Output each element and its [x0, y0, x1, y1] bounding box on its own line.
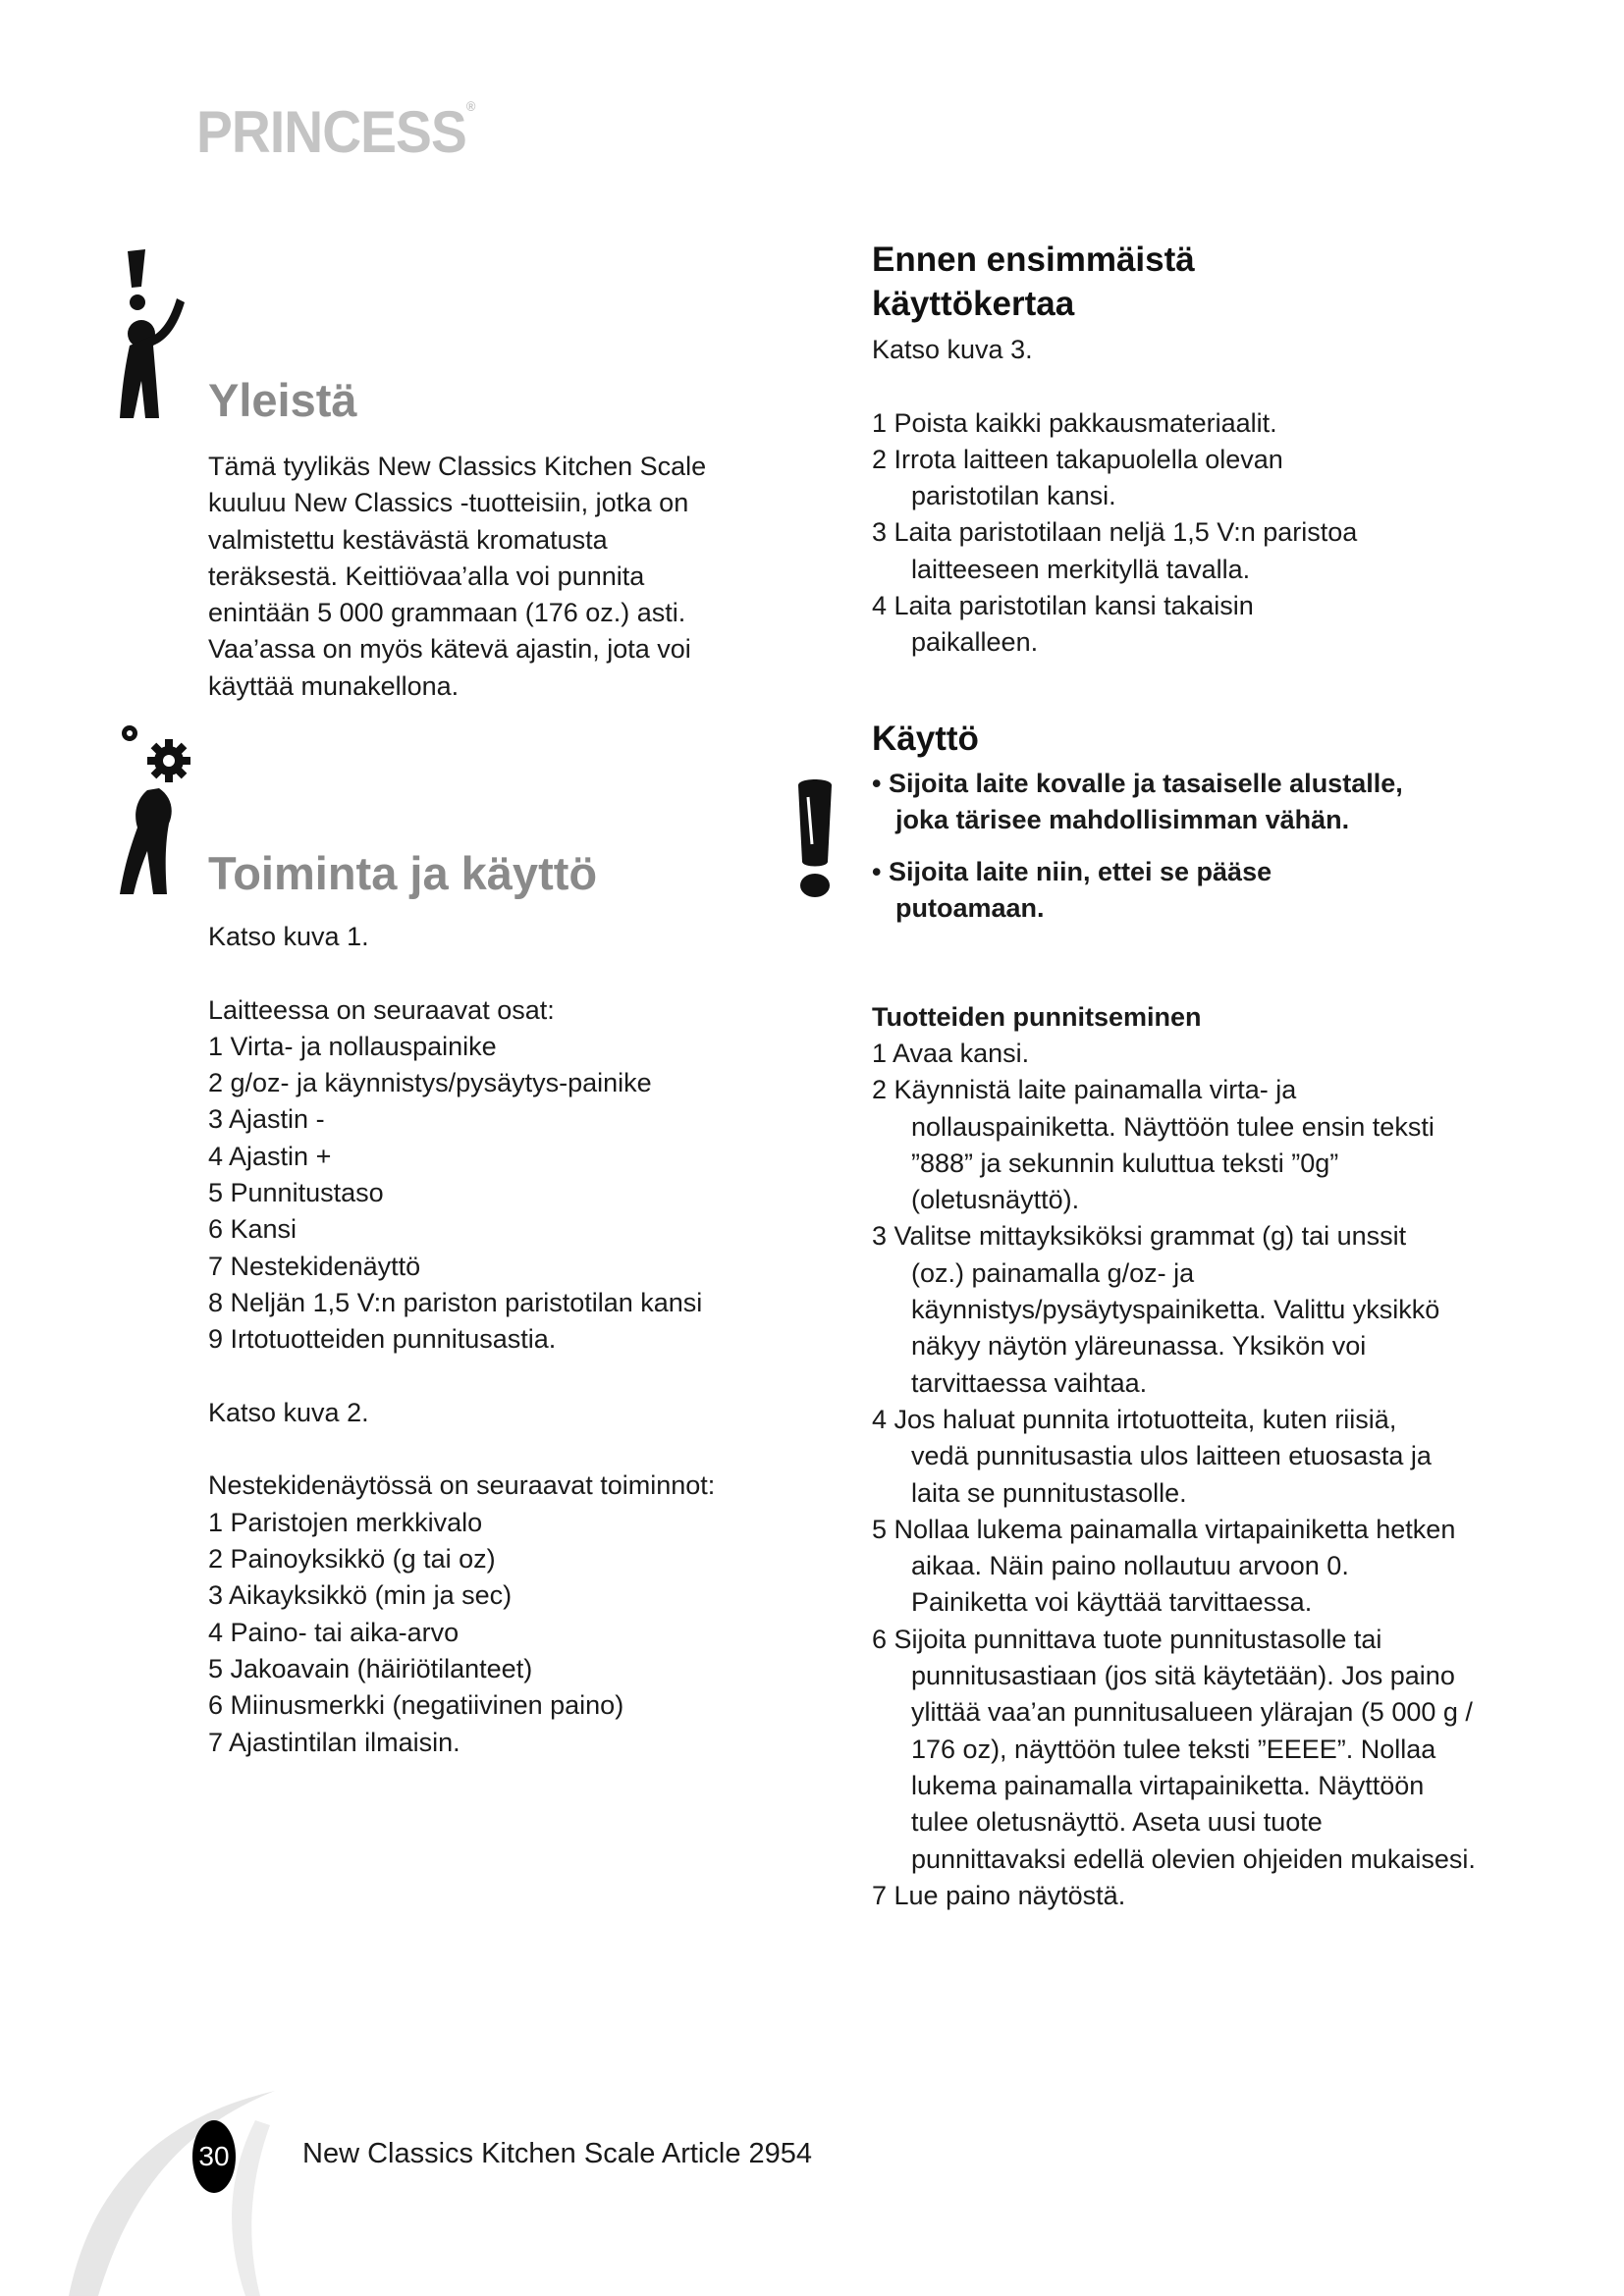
toiminta-body: [208, 919, 738, 1761]
list-item: 3 Aikayksikkö (min ja sec): [208, 1580, 513, 1611]
list-item: 2 Painoyksikkö (g tai oz): [208, 1544, 496, 1575]
list-item: 3 Laita paristotilaan neljä 1,5 V:n paristoa laitteeseen merkityllä tavalla.: [872, 517, 1358, 584]
section-heading-toiminta: Toiminta ja käyttö: [208, 847, 598, 899]
list-item: 4 Jos haluat punnita irtotuotteita, kuten riisiä, vedä punnitusastia ulos laitteen etuosasta ja laita se punnitustasolle.: [872, 1404, 1432, 1508]
text-line: käyttää munakellona.: [208, 670, 460, 701]
list-item: 2 Irrota laitteen takapuolella olevan paristotilan kansi.: [872, 444, 1283, 511]
text-line: teräksestä. Keittiövaa’alla voi punnita: [208, 561, 645, 591]
list-item: 5 Nollaa lukema painamalla virtapainiketta hetken aikaa. Näin paino nollautuu arvoon 0. Painiketta voi käyttää tarvittaessa.: [872, 1514, 1456, 1618]
list-item: 3 Valitse mittayksiköksi grammat (g) tai unssit (oz.) painamalla g/oz- ja käynnistys/pysäytyspainiketta. Valittu yksikkö näkyy näytön yläreunassa. Yksikön voi tarvittaessa vaihtaa.: [872, 1221, 1440, 1398]
warning-item: • Sijoita laite niin, ettei se pääse putoamaan.: [872, 856, 1272, 923]
section-heading-ennen: [872, 238, 1441, 326]
warning-item: • Sijoita laite kovalle ja tasaiselle alustalle, joka tärisee mahdollisimman vähän.: [872, 769, 1403, 835]
parts-intro: Laitteessa on seuraavat osat:: [208, 994, 555, 1025]
list-item: 4 Laita paristotilan kansi takaisin paikalleen.: [872, 591, 1254, 658]
section-heading-yleista: Yleistä: [208, 374, 357, 426]
list-item: 2 g/oz- ja käynnistys/pysäytys-painike: [208, 1068, 652, 1098]
list-item: 1 Poista kaikki pakkausmateriaalit.: [872, 407, 1277, 438]
list-item: 3 Ajastin -: [208, 1104, 325, 1135]
list-item: 1 Virta- ja nollauspainike: [208, 1031, 497, 1061]
list-item: 7 Ajastintilan ilmaisin.: [208, 1727, 460, 1757]
list-item: 4 Paino- tai aika-arvo: [208, 1617, 460, 1647]
subheading-punnitseminen: Tuotteiden punnitseminen: [872, 1002, 1202, 1032]
see-figure-2: Katso kuva 2.: [208, 1397, 369, 1427]
lcd-intro: Nestekidenäytössä on seuraavat toiminnot:: [208, 1470, 716, 1501]
heading-line: Ennen ensimmäistä: [872, 240, 1195, 279]
warning-exclamation-icon: [790, 775, 839, 903]
chef-exclamation-icon: [116, 245, 204, 422]
princess-logo: PRINCESS®: [196, 98, 475, 165]
list-item: 7 Lue paino näytöstä.: [872, 1880, 1126, 1910]
list-item: 1 Paristojen merkkivalo: [208, 1507, 483, 1537]
list-item: 7 Nestekidenäyttö: [208, 1251, 421, 1281]
list-item: 6 Miinusmerkki (negatiivinen paino): [208, 1690, 624, 1721]
list-item: 5 Punnitustaso: [208, 1178, 384, 1208]
list-item: 6 Sijoita punnittava tuote punnitustasolle tai punnitusastiaan (jos sitä käytetään). Jos paino ylittää vaa’an punnitusalueen ylärajan (5 000 g / 176 oz), näyttöön tulee teksti ”EEEE”. Nollaa lukema painamalla virtapainiketta. Näyttöön tulee oletusnäyttö. Aseta uusi tuote punnittavaksi edellä olevien ohjeiden mukaisesi.: [872, 1624, 1476, 1874]
list-item: 4 Ajastin +: [208, 1141, 332, 1171]
see-figure-1: Katso kuva 1.: [208, 922, 369, 951]
list-item: 5 Jakoavain (häiriötilanteet): [208, 1653, 533, 1683]
text-line: Tämä tyylikäs New Classics Kitchen Scale: [208, 452, 707, 481]
ennen-body: [872, 332, 1363, 662]
text-line: enintään 5 000 grammaan (176 oz.) asti.: [208, 598, 686, 628]
list-item: 6 Kansi: [208, 1214, 298, 1245]
footer-swoosh: [59, 2081, 285, 2296]
heading-line: käyttökertaa: [872, 285, 1075, 323]
section-heading-kaytto: Käyttö: [872, 720, 979, 758]
see-figure-3: Katso kuva 3.: [872, 335, 1033, 364]
list-item: 8 Neljän 1,5 V:n pariston paristotilan kansi: [208, 1287, 703, 1317]
text-line: valmistettu kestävästä kromatusta: [208, 524, 608, 555]
footer-title: New Classics Kitchen Scale Article 2954: [302, 2138, 813, 2169]
punnitseminen-steps: [872, 1036, 1476, 1914]
yleista-paragraph: [208, 449, 797, 705]
text-line: kuuluu New Classics -tuotteisiin, jotka on: [208, 488, 689, 518]
chef-gear-icon: [118, 721, 206, 898]
list-item: 2 Käynnistä laite painamalla virta- ja nollauspainiketta. Näyttöön tulee ensin teksti ”888” ja sekunnin kuluttua teksti ”0g” (oletusnäyttö).: [872, 1075, 1435, 1215]
text-line: Vaa’assa on myös kätevä ajastin, jota voi: [208, 634, 691, 665]
page-number: 30: [192, 2120, 236, 2193]
warnings: [872, 766, 1441, 927]
list-item: 1 Avaa kansi.: [872, 1039, 1030, 1068]
list-item: 9 Irtotuotteiden punnitusastia.: [208, 1324, 557, 1355]
